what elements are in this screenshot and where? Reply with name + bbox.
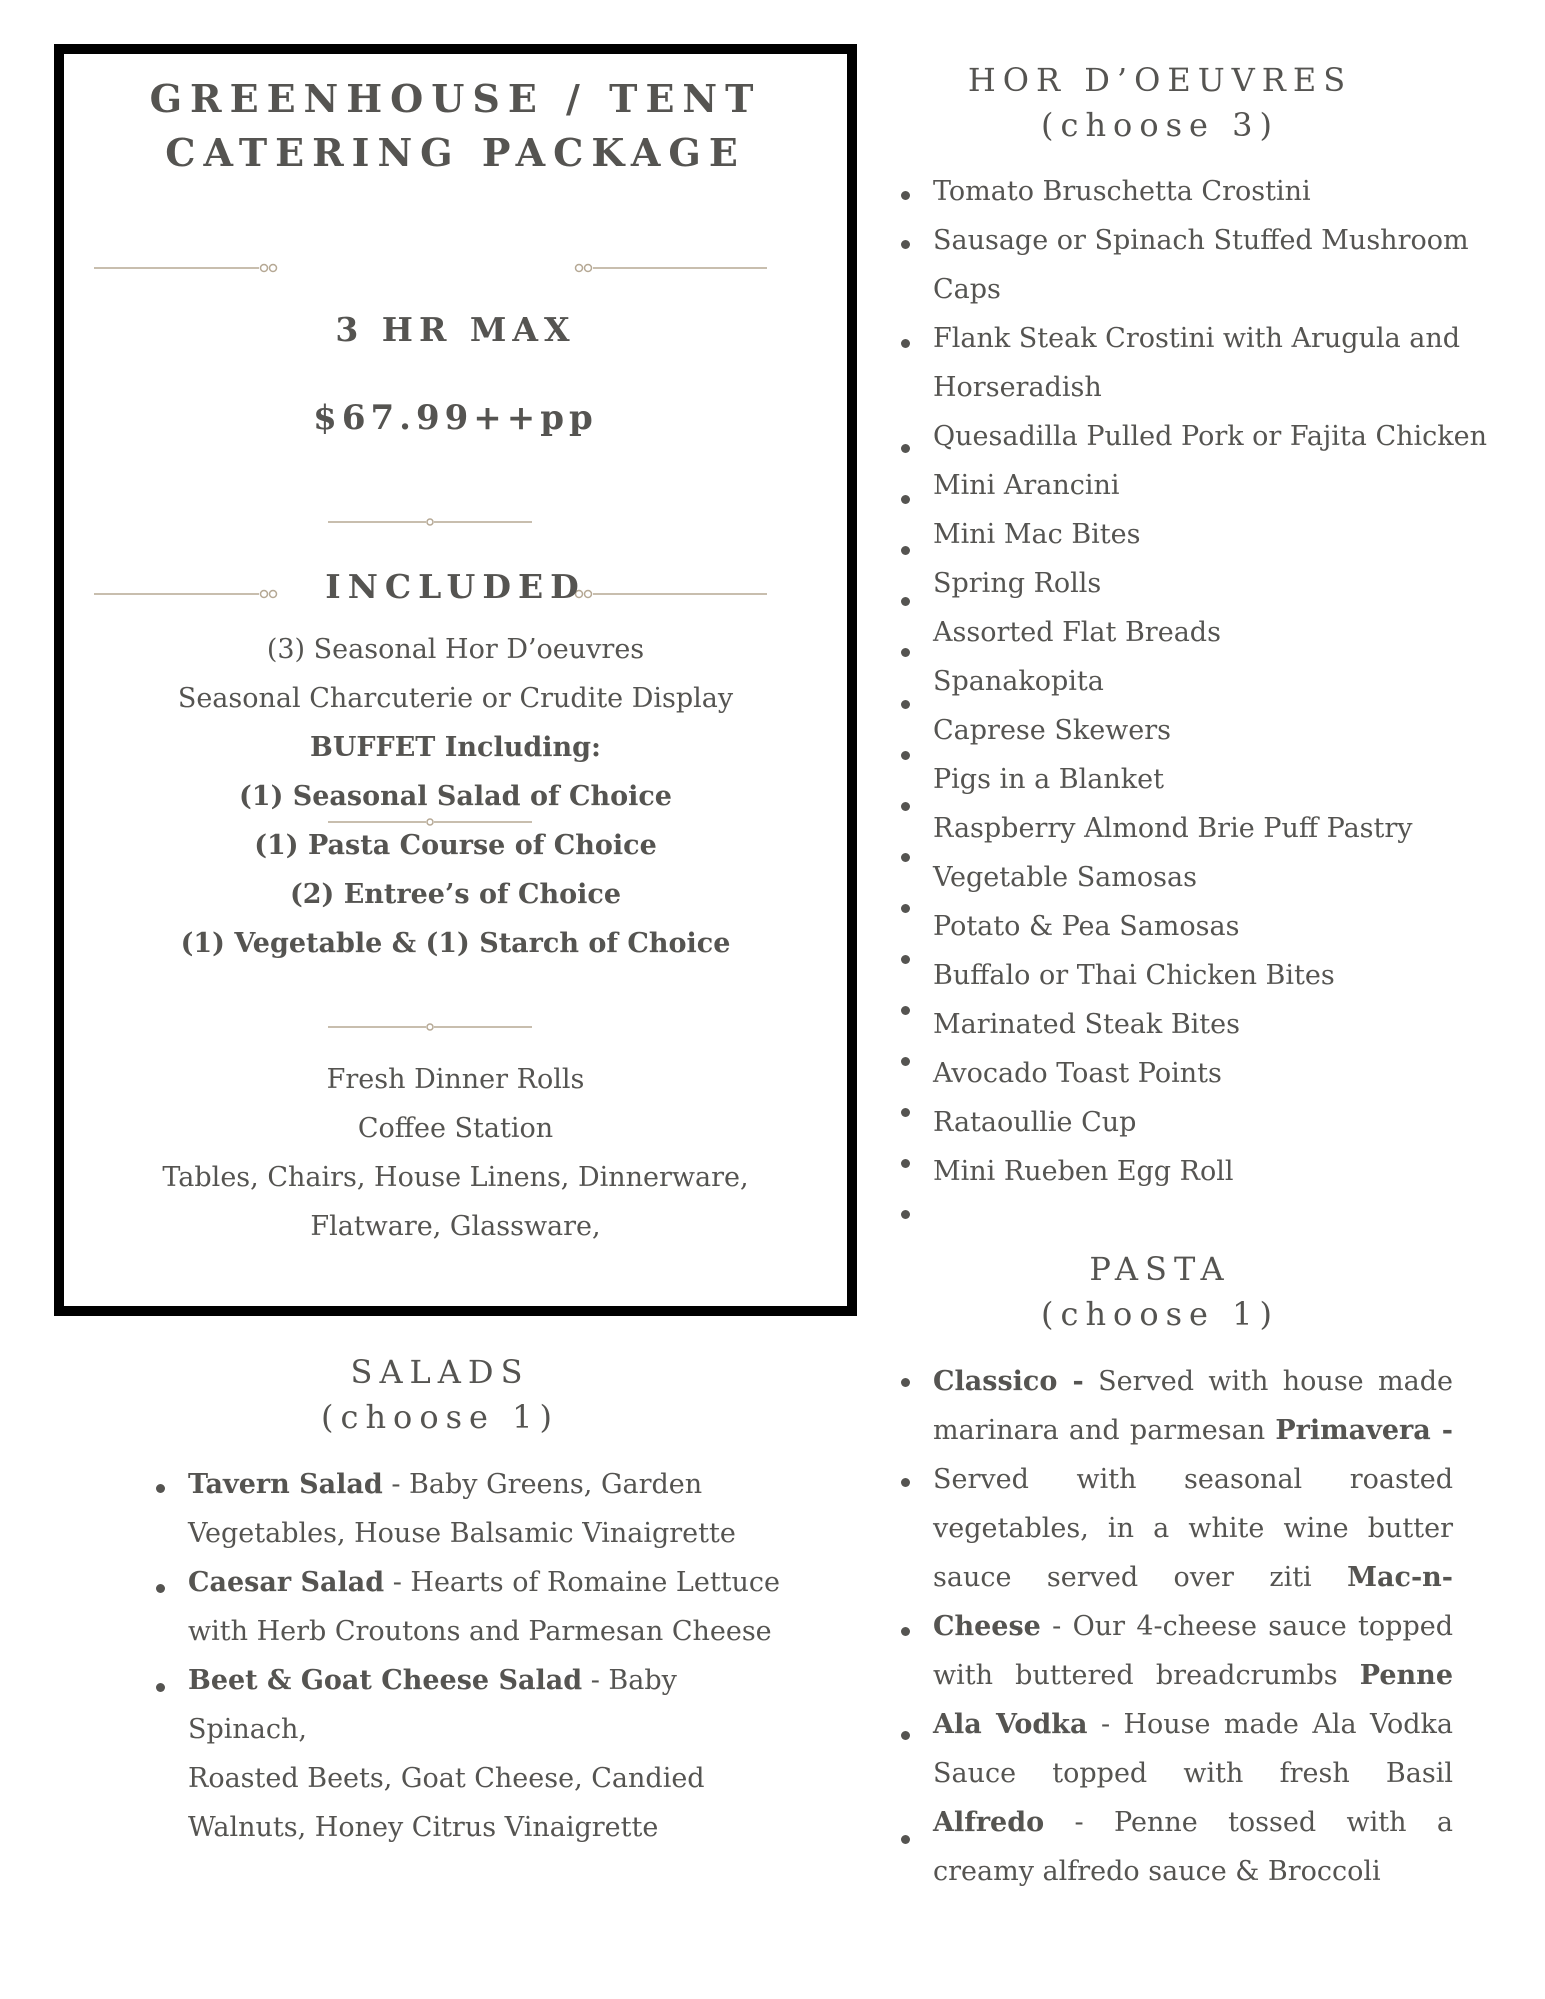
included-item: (1) Vegetable & (1) Starch of Choice [180,928,731,959]
bullet-icon [901,240,910,249]
included-item: Seasonal Charcuterie or Crudite Display [177,683,734,714]
bullet-icon [901,546,910,555]
included-item: BUFFET Including: [310,732,601,763]
list-item: Tomato Bruschetta Crostini [933,176,1311,207]
salads-subtitle: (choose 1) [321,1398,559,1436]
bullet-icon [901,1108,910,1117]
bullet-icon [156,1584,165,1593]
hors-list [933,167,1493,1196]
pasta-desc: Served with house made marinara and parmesan [933,1366,1453,1446]
list-item: Caprese Skewers [933,715,1172,746]
list-item: Pigs in a Blanket [933,764,1164,795]
included-item: (3) Seasonal Hor D’oeuvres [266,634,645,665]
list-item: Mini Rueben Egg Roll [933,1156,1234,1187]
pasta-desc: Served with seasonal roasted vegetables, in a white wine butter sauce served over ziti [933,1464,1453,1593]
list-item: Assorted Flat Breads [933,617,1221,648]
bullet-icon [901,1627,910,1636]
package-title-line2: CATERING PACKAGE [165,130,746,175]
pasta-desc: - Our 4-cheese sauce topped with buttered breadcrumbs [933,1611,1453,1691]
price: $67.99++pp [313,398,598,438]
included-item: (1) Seasonal Salad of Choice [239,781,672,812]
pasta-name: Mac-n-Cheese [933,1562,1453,1642]
pasta-description [933,1357,1453,1896]
ornament-small [328,817,532,827]
salad-name: Caesar Salad [188,1567,385,1598]
bullet-icon [901,1006,910,1015]
extras-item: Tables, Chairs, House Linens, Dinnerware, [162,1162,749,1193]
bullet-icon [901,648,910,657]
salad-name: Beet & Goat Cheese Salad [188,1665,583,1696]
hors-subtitle: (choose 3) [1041,106,1279,144]
pasta-subtitle: (choose 1) [1041,1295,1279,1333]
list-item: Avocado Toast Points [933,1058,1222,1089]
included-item: (2) Entree’s of Choice [289,879,622,910]
bullet-icon [901,191,910,200]
extras-list [54,1055,857,1251]
list-item: Mini Mac Bites [933,519,1141,550]
bullet-icon [901,700,910,709]
bullet-icon [901,802,910,811]
ornament-small [328,1022,532,1032]
package-title-line1: GREENHOUSE / TENT [149,76,762,121]
list-item-cont: with Herb Croutons and Parmesan Cheese [188,1616,772,1647]
list-item: Raspberry Almond Brie Puff Pastry [933,813,1413,844]
list-item: Vegetable Samosas [933,862,1197,893]
bullet-icon [901,904,910,913]
bullet-icon [901,1159,910,1168]
included-list [54,625,857,968]
salad-name: Tavern Salad [188,1469,383,1500]
list-item [188,1656,788,1754]
pasta-name: Primavera - [1275,1415,1453,1446]
list-item: Marinated Steak Bites [933,1009,1240,1040]
salad-desc: - Hearts of Romaine Lettuce [384,1567,781,1598]
included-heading: INCLUDED [325,567,586,606]
bullet-icon [901,1378,910,1387]
pasta-name: Classico - [933,1366,1084,1397]
list-item-cont: Walnuts, Honey Citrus Vinaigrette [188,1812,659,1843]
salads-list [188,1460,788,1852]
list-item-cont: Vegetables, House Balsamic Vinaigrette [188,1518,736,1549]
extras-item: Flatware, Glassware, [310,1211,601,1242]
list-item: Spanakopita [933,666,1104,697]
list-item [188,1558,788,1607]
list-item: Sausage or Spinach Stuffed Mushroom [933,225,1469,256]
bullet-icon [901,1835,910,1844]
bullet-icon [901,1478,910,1487]
bullet-icon [901,339,910,348]
bullet-icon [156,1484,165,1493]
pasta-title: PASTA [1089,1250,1231,1288]
ornament-small [328,517,532,527]
extras-item: Fresh Dinner Rolls [326,1064,585,1095]
pasta-name: Penne Ala Vodka [933,1660,1453,1740]
bullet-icon [901,1210,910,1219]
list-item: Horseradish [933,372,1102,403]
salad-desc: - Baby Greens, Garden [382,1469,703,1500]
list-item: Rataoullie Cup [933,1107,1137,1138]
list-item: Potato & Pea Samosas [933,911,1240,942]
pasta-heading [900,1247,1420,1337]
list-item: Caps [933,274,1001,305]
pasta-desc: - Penne tossed with a creamy alfredo sauce & Broccoli [933,1807,1453,1887]
list-item: Quesadilla Pulled Pork or Fajita Chicken [933,421,1487,452]
hors-title: HOR D’OEUVRES [967,61,1353,99]
salads-title: SALADS [350,1353,530,1391]
salads-heading [180,1350,700,1440]
list-item: Spring Rolls [933,568,1102,599]
list-item-cont: Roasted Beets, Goat Cheese, Candied [188,1763,705,1794]
list-item: Mini Arancini [933,470,1120,501]
bullet-icon [156,1683,165,1692]
bullet-icon [901,1057,910,1066]
bullet-icon [901,495,910,504]
bullet-icon [901,853,910,862]
list-item: Flank Steak Crostini with Arugula and [933,323,1461,354]
list-item [188,1460,788,1509]
bullet-icon [901,597,910,606]
hors-heading [900,58,1420,148]
duration: 3 HR MAX [335,310,576,349]
extras-item: Coffee Station [357,1113,554,1144]
included-item: (1) Pasta Course of Choice [254,830,657,861]
ornament-divider [94,262,774,274]
pasta-desc: - House made Ala Vodka Sauce topped with fresh Basil [933,1709,1453,1789]
list-item: Buffalo or Thai Chicken Bites [933,960,1335,991]
bullet-icon [901,955,910,964]
pasta-name: Alfredo [933,1807,1045,1838]
bullet-icon [901,751,910,760]
salad-desc: - Baby Spinach, [188,1665,677,1745]
package-title [54,72,857,180]
bullet-icon [901,444,910,453]
bullet-icon [901,1731,910,1740]
